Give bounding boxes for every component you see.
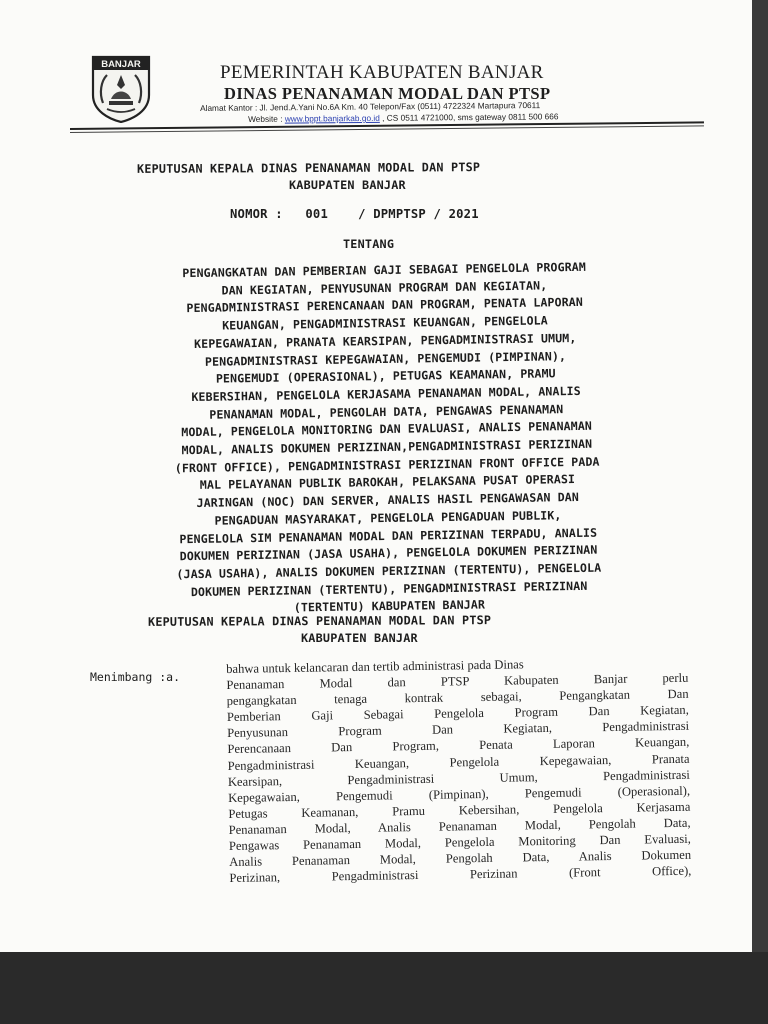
- paragraph-line: Petugas Keamanan, Pramu Kebersihan, Pengelola Kerjasama: [228, 799, 691, 821]
- scan-background-right: [752, 0, 768, 1024]
- subject-line: (TERTENTU) KABUPATEN BANJAR: [293, 597, 486, 615]
- subject-line: DOKUMEN PERIZINAN (TERTENTU), PENGADMINISTRASI PERIZINAN: [190, 578, 588, 599]
- banjar-coat-of-arms-logo: [89, 55, 153, 123]
- decree-heading-line1: KEPUTUSAN KEPALA DINAS PENANAMAN MODAL DAN PTSP: [136, 160, 481, 176]
- subject-line: (JASA USAHA), ANALIS DOKUMEN PERIZINAN (TERTENTU), PENGELOLA: [176, 560, 602, 582]
- subject-line: PENGEMUDI (OPERASIONAL), PETUGAS KEAMANAN, PRAMU: [215, 366, 556, 386]
- paragraph-line: pengangkatan tenaga kontrak sebagai, Pengangkatan Dan: [226, 686, 689, 709]
- paragraph-line: bahwa untuk kelancaran dan tertib administrasi pada Dinas: [226, 657, 524, 676]
- decree-subject: [86, 257, 687, 620]
- paragraph-line: Analis Penanaman Modal, Pengolah Data, Analis Dokumen: [229, 847, 692, 870]
- paragraph-line: Perizinan, Pengadministrasi Perizinan (Front Office),: [229, 863, 692, 886]
- website-label: Website :: [248, 113, 285, 124]
- subject-line: KEUANGAN, PENGADMINISTRASI KEUANGAN, PENGELOLA: [222, 313, 548, 333]
- subject-line: MODAL, ANALIS DOKUMEN PERIZINAN,PENGADMINISTRASI PERIZINAN: [181, 436, 593, 458]
- agency-name: DINAS PENANAMAN MODAL DAN PTSP: [224, 84, 551, 103]
- decree-number: NOMOR : 001 / DPMPTSP / 2021: [230, 207, 479, 221]
- subject-line: (FRONT OFFICE), PENGADMINISTRASI PERIZINAN FRONT OFFICE PADA: [174, 454, 600, 476]
- decree-heading-line2: KABUPATEN BANJAR: [289, 178, 406, 192]
- subject-line: PENGADUAN MASYARAKAT, PENGELOLA PENGADUAN PUBLIK,: [214, 508, 562, 528]
- subject-line: PENGELOLA SIM PENANAMAN MODAL DAN PERIZINAN TERPADU, ANALIS: [179, 525, 598, 546]
- subject-line: PENGADMINISTRASI PERENCANAAN DAN PROGRAM, PENATA LAPORAN: [186, 295, 584, 316]
- svg-text:BANJAR: BANJAR: [101, 59, 141, 70]
- paragraph-line: Pemberian Gaji Sebagai Pengelola Program Dan Kegiatan,: [226, 703, 689, 725]
- subject-line: PENGADMINISTRASI KEPEGAWAIAN, PENGEMUDI (PIMPINAN),: [204, 348, 567, 369]
- website-line: [248, 111, 559, 124]
- tentang-label: TENTANG: [343, 237, 395, 251]
- website-link[interactable]: www.bppt.banjarkab.go.id: [284, 112, 380, 124]
- paragraph-line: Penanaman Modal, Analis Penanaman Modal, Pengolah Data,: [228, 815, 691, 837]
- scan-background-bottom: [0, 952, 768, 1024]
- menimbang-paragraph: [226, 654, 691, 887]
- decree-heading2-line2: KABUPATEN BANJAR: [301, 631, 418, 645]
- subject-line: JARINGAN (NOC) DAN SERVER, ANALIS HASIL PENGAWASAN DAN: [196, 490, 579, 511]
- subject-line: MAL PELAYANAN PUBLIK BAROKAH, PELAKSANA PUSAT OPERASI: [199, 472, 576, 493]
- paragraph-line: Perencanaan Dan Program, Penata Laporan Keuangan,: [227, 735, 690, 757]
- paragraph-line: Kepegawaian, Pengemudi (Pimpinan), Pengemudi (Operasional),: [228, 783, 691, 805]
- subject-line: DOKUMEN PERIZINAN (JASA USAHA), PENGELOLA DOKUMEN PERIZINAN: [179, 542, 598, 564]
- contact-info: , CS 0511 4721000, sms gateway 0811 500 666: [379, 111, 559, 123]
- subject-line: MODAL, PENGELOLA MONITORING DAN EVALUASI, ANALIS PENANAMAN: [181, 419, 593, 440]
- subject-line: PENANAMAN MODAL, PENGOLAH DATA, PENGAWAS PENANAMAN: [209, 401, 564, 422]
- government-name: PEMERINTAH KABUPATEN BANJAR: [220, 62, 544, 83]
- paragraph-line: Pengadministrasi Keuangan, Pengelola Kepegawaian, Pranata: [227, 751, 690, 773]
- subject-line: KEPEGAWAIAN, PRANATA KEARSIPAN, PENGADMINISTRASI UMUM,: [193, 330, 577, 351]
- paragraph-line: Penyusunan Program Dan Kegiatan, Pengadministrasi: [227, 719, 690, 741]
- subject-line: KEBERSIHAN, PENGELOLA KERJASAMA PENANAMAN MODAL, ANALIS: [191, 383, 581, 404]
- paragraph-line: Penanaman Modal dan PTSP Kabupaten Banjar perlu: [226, 670, 689, 693]
- subject-line: DAN KEGIATAN, PENYUSUNAN PROGRAM DAN KEGIATAN,: [221, 278, 548, 298]
- paragraph-line: Kearsipan, Pengadministrasi Umum, Pengadministrasi: [227, 767, 690, 789]
- subject-line: PENGANGKATAN DAN PEMBERIAN GAJI SEBAGAI PENGELOLA PROGRAM: [182, 259, 586, 281]
- menimbang-label: Menimbang :a.: [90, 670, 181, 684]
- paragraph-line: Pengawas Penanaman Modal, Pengelola Monitoring Dan Evaluasi,: [228, 831, 691, 854]
- decree-heading2-line1: KEPUTUSAN KEPALA DINAS PENANAMAN MODAL DAN PTSP: [147, 613, 492, 629]
- office-address: Alamat Kantor : Jl. Jend.A.Yani No.6A Km. 40 Telepon/Fax (0511) 4722324 Martapura 70611: [200, 100, 541, 113]
